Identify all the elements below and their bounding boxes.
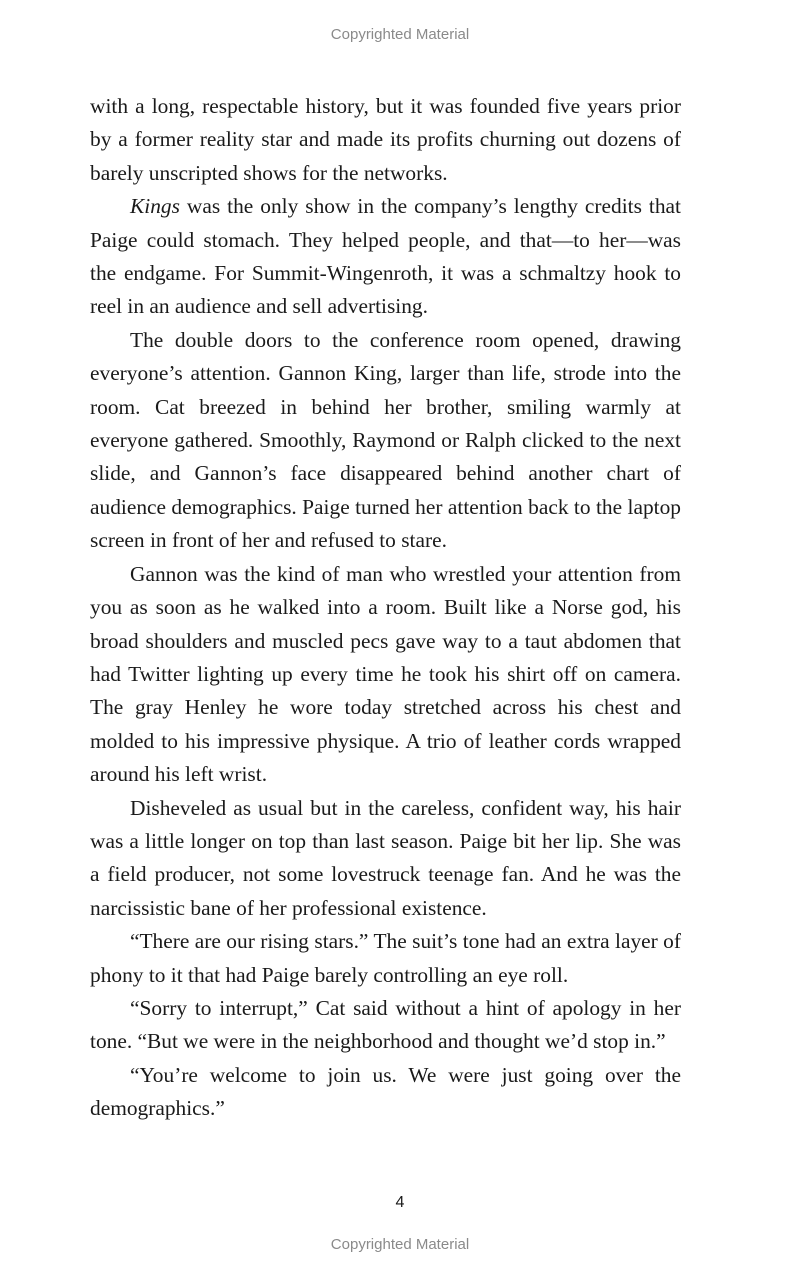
page-number: 4 [395, 1194, 405, 1211]
book-page-body [90, 90, 681, 1126]
paragraph-kings [90, 190, 681, 324]
paragraph-disheveled: Disheveled as usual but in the careless, confident way, his hair was a little longer on top than last season. Paige bit her lip. She was a field producer, not some lovestruck teenage fan. And he was the narcissistic bane of her professional existence. [90, 795, 681, 920]
paragraph-welcome: “You’re welcome to join us. We were just going over the demographics.” [90, 1062, 681, 1121]
paragraph-continuation: with a long, respectable history, but it was founded five years prior by a former reality star and made its profits churning out dozens of barely unscripted shows for the networks. [90, 94, 681, 185]
paragraph-gannon: Gannon was the kind of man who wrestled your attention from you as soon as he walked into a room. Built like a Norse god, his broad shoulders and muscled pecs gave way to a taut abdomen that had Twitter lighting up every time he took his shirt off on camera. The gray Henley he wore today stretched across his chest and molded to his impressive physique. A trio of leather cords wrapped around his left wrist. [90, 561, 681, 787]
paragraph-doors: The double doors to the conference room opened, drawing everyone’s attention. Gannon King, larger than life, strode into the room. Cat breezed in behind her brother, smiling warmly at everyone gathered. Smoothly, Raymond or Ralph clicked to the next slide, and Gannon’s face disappeared behind another chart of audience demographics. Paige turned her attention back to the laptop screen in front of her and refused to stare. [90, 327, 681, 553]
paragraph-sorry: “Sorry to interrupt,” Cat said without a hint of apology in her tone. “But we were in the neighborhood and thought we’d stop in.” [90, 995, 681, 1054]
copyright-watermark-bottom: Copyrighted Material [330, 1236, 470, 1253]
paragraph-rising-stars: “There are our rising stars.” The suit’s tone had an extra layer of phony to it that had Paige barely controlling an eye roll. [90, 929, 681, 987]
paragraph-text: was the only show in the company’s lengthy credits that Paige could stomach. They helped people, and that—to her—was the endgame. For Summit-Wingenroth, it was a schmaltzy hook to reel in an audience and sell advertising. [90, 194, 681, 319]
show-title-italic: Kings [130, 194, 180, 219]
copyright-watermark-top: Copyrighted Material [330, 26, 470, 43]
